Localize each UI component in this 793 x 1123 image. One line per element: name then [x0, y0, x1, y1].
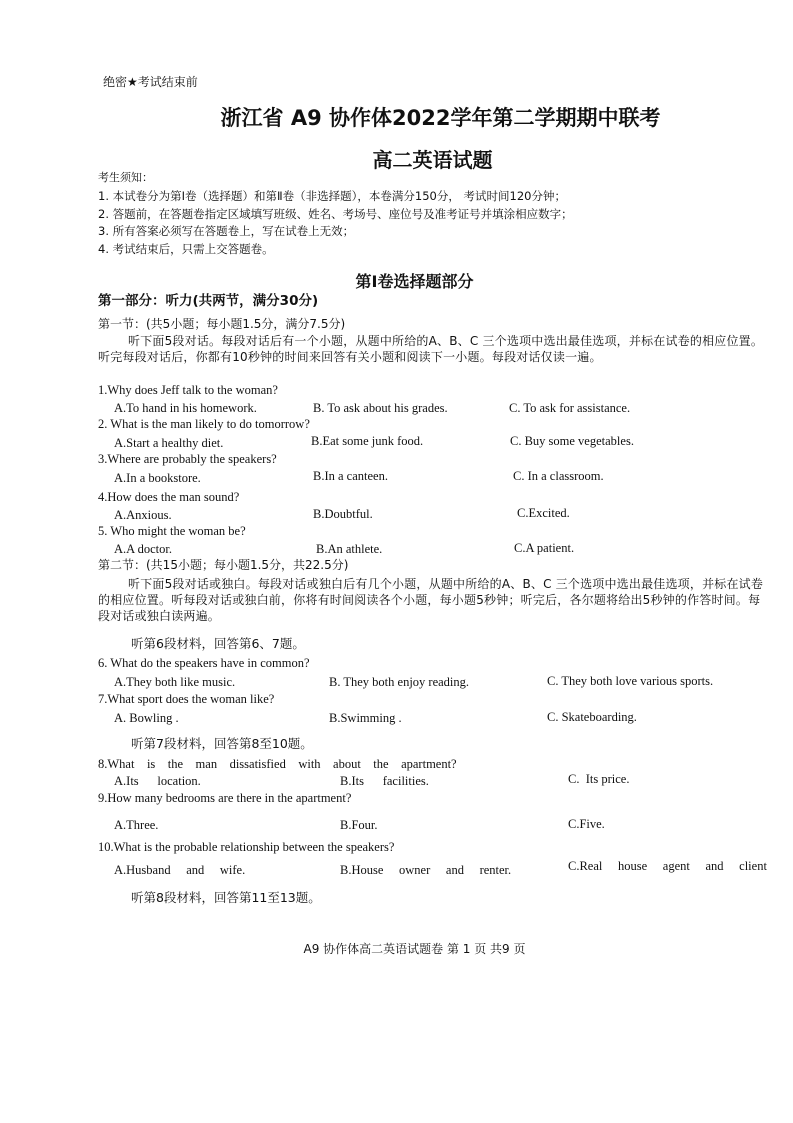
- page-footer: A9 协作体高二英语试题卷 第 1 页 共9 页: [303, 942, 526, 956]
- option-c: C. Skateboarding.: [547, 710, 637, 724]
- option-a: A.They both like music.: [114, 675, 236, 689]
- question-2: 2. What is the man likely to do tomorrow?: [98, 417, 310, 431]
- option-a: A.To hand in his homework.: [114, 401, 257, 415]
- notice-item: 3. 所有答案必须写在答题卷上，写在试卷上无效；: [98, 224, 355, 238]
- option-c: C.Real house agent and client: [568, 859, 767, 873]
- notice-item: 1. 本试卷分为第Ⅰ卷（选择题）和第Ⅱ卷（非选择题），本卷满分150分， 考试时间120分钟；: [98, 189, 566, 203]
- option-c: C. Its price.: [568, 772, 630, 786]
- question-1: 1.Why does Jeff talk to the woman?: [98, 383, 278, 397]
- part-title: 第Ⅰ卷选择题部分: [355, 272, 474, 291]
- notice-item: 4. 考试结束后，只需上交答题卷。: [98, 242, 274, 256]
- question-5: 5. Who might the woman be?: [98, 524, 246, 538]
- material-note: 听第8段材料，回答第11至13题。: [131, 890, 321, 905]
- option-b: B.Swimming .: [329, 711, 402, 725]
- material-note: 听第6段材料，回答第6、7题。: [131, 636, 305, 651]
- section1-instructions: 听下面5段对话。每段对话后有一个小题，从题中所给的A、B、C 三个选项中选出最佳选项，并标在试卷的相应位置。听完每段对话后，你都有10秒钟的时间来回答有关小题和阅读下一小题。每段对话仅读一遍。: [98, 334, 764, 364]
- option-b: B.In a canteen.: [313, 469, 388, 483]
- material-note: 听第7段材料，回答第8至10题。: [131, 736, 313, 751]
- option-b: B.Doubtful.: [313, 507, 373, 521]
- option-b: B. To ask about his grades.: [313, 401, 448, 415]
- option-a: A.Husband and wife.: [114, 863, 246, 877]
- option-c: C. In a classroom.: [513, 469, 604, 483]
- option-a: A.In a bookstore.: [114, 471, 201, 485]
- option-b: B.Four.: [340, 818, 378, 832]
- option-c: C.A patient.: [514, 541, 575, 555]
- section-title: 第一部分：听力(共两节，满分30分): [98, 293, 319, 309]
- option-b: B.Its facilities.: [340, 774, 429, 788]
- option-c: C.Five.: [568, 817, 605, 831]
- notice-heading: 考生须知：: [98, 171, 153, 184]
- section1-heading: 第一节：(共5小题；每小题1.5分，满分7.5分): [98, 317, 346, 331]
- notice-item: 2. 答题前，在答题卷指定区域填写班级、姓名、考场号、座位号及准考证号并填涂相应数字；: [98, 207, 573, 221]
- option-a: A.Three.: [114, 818, 159, 832]
- question-8: 8.What is the man dissatisfied with about the apartment?: [98, 757, 457, 771]
- option-b: B.An athlete.: [316, 542, 383, 556]
- question-4: 4.How does the man sound?: [98, 490, 240, 504]
- exam-title: 浙江省 A9 协作体2022学年第二学期期中联考: [220, 106, 661, 130]
- question-10: 10.What is the probable relationship between the speakers?: [98, 840, 395, 854]
- section2-heading: 第二节：(共15小题；每小题1.5分，共22.5分): [98, 558, 349, 572]
- option-c: C. To ask for assistance.: [509, 401, 631, 415]
- option-c: C.Excited.: [517, 506, 570, 520]
- option-c: C. They both love various sports.: [547, 674, 714, 688]
- exam-subtitle: 高二英语试题: [372, 148, 493, 172]
- option-c: C. Buy some vegetables.: [510, 434, 634, 448]
- question-6: 6. What do the speakers have in common?: [98, 656, 310, 670]
- option-a: A.A doctor.: [114, 542, 172, 556]
- confidential-label: 绝密★考试结束前: [103, 75, 198, 89]
- question-9: 9.How many bedrooms are there in the apartment?: [98, 791, 352, 805]
- option-b: B.House owner and renter.: [340, 863, 512, 877]
- question-3: 3.Where are probably the speakers?: [98, 452, 277, 466]
- question-7: 7.What sport does the woman like?: [98, 692, 275, 706]
- option-a: A. Bowling .: [114, 711, 179, 725]
- option-a: A.Anxious.: [114, 508, 172, 522]
- option-a: A.Its location.: [114, 774, 201, 788]
- option-a: A.Start a healthy diet.: [114, 436, 224, 450]
- option-b: B. They both enjoy reading.: [329, 675, 470, 689]
- section2-instructions: 听下面5段对话或独白。每段对话或独白后有几个小题，从题中所给的A、B、C 三个选项中选出最佳选项，并标在试卷的相应位置。听每段对话或独白前，你将有时间阅读各个小题，每小题5秒钟；听完后，各尔题将给出5秒钟的作答时间。每段对话或独白读两遍。: [98, 577, 764, 623]
- option-b: B.Eat some junk food.: [311, 434, 424, 448]
